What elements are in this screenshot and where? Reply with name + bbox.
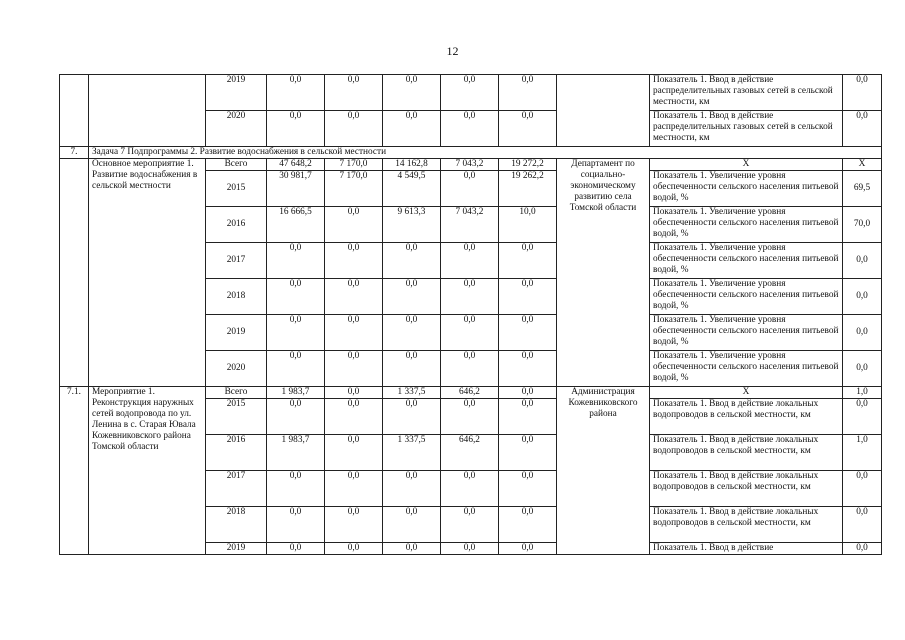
task-row <box>60 147 882 159</box>
table-body <box>60 75 882 555</box>
funding-cell: 0,0 <box>325 315 383 351</box>
funding-cell: 0,0 <box>267 279 325 315</box>
funding-cell: 10,0 <box>499 207 557 243</box>
funding-cell: 0,0 <box>499 435 557 471</box>
funding-cell: 9 613,3 <box>383 207 441 243</box>
funding-cell: 0,0 <box>499 279 557 315</box>
year-cell: 2017 <box>206 471 267 507</box>
funding-cell: 19 262,2 <box>499 171 557 207</box>
executor-cell: Департамент по социально-экономическому развитию села Томской области <box>557 159 650 387</box>
funding-cell: 0,0 <box>499 75 557 111</box>
funding-cell: 0,0 <box>383 279 441 315</box>
funding-cell: 0,0 <box>499 507 557 543</box>
funding-cell: 0,0 <box>441 315 499 351</box>
funding-cell: 1 983,7 <box>267 387 325 399</box>
year-cell: 2018 <box>206 279 267 315</box>
year-cell: 2020 <box>206 111 267 147</box>
funding-cell: 646,2 <box>441 435 499 471</box>
funding-cell: 0,0 <box>383 315 441 351</box>
funding-cell: 1 337,5 <box>383 387 441 399</box>
indicator-value-cell: 0,0 <box>843 111 882 147</box>
funding-cell: 0,0 <box>383 471 441 507</box>
indicator-value-cell: 70,0 <box>843 207 882 243</box>
funding-cell: 0,0 <box>325 75 383 111</box>
funding-cell: 0,0 <box>441 543 499 555</box>
funding-cell: 0,0 <box>441 111 499 147</box>
executor-cell <box>557 75 650 147</box>
indicator-cell: Показатель 1. Увеличение уровня обеспеченности сельского населения питьевой водой, % <box>650 315 843 351</box>
funding-cell: 0,0 <box>267 111 325 147</box>
indicator-cell: Показатель 1. Увеличение уровня обеспеченности сельского населения питьевой водой, % <box>650 243 843 279</box>
funding-cell: 0,0 <box>267 75 325 111</box>
funding-cell: 0,0 <box>325 351 383 387</box>
funding-cell: 47 648,2 <box>267 159 325 171</box>
num-cell <box>60 159 89 387</box>
funding-cell: 0,0 <box>267 315 325 351</box>
indicator-value-cell: 1,0 <box>843 387 882 399</box>
funding-cell: 0,0 <box>383 243 441 279</box>
year-cell: 2017 <box>206 243 267 279</box>
funding-cell: 0,0 <box>441 351 499 387</box>
funding-cell: 0,0 <box>383 399 441 435</box>
funding-cell: 7 043,2 <box>441 159 499 171</box>
indicator-value-cell: 0,0 <box>843 507 882 543</box>
funding-cell: 0,0 <box>499 351 557 387</box>
indicator-value-cell: 0,0 <box>843 75 882 111</box>
funding-cell: 0,0 <box>267 543 325 555</box>
indicator-cell: X <box>650 387 843 399</box>
funding-cell: 0,0 <box>499 243 557 279</box>
indicator-cell: Показатель 1. Ввод в действие локальных водопроводов в сельской местности, км <box>650 399 843 435</box>
indicator-cell: Показатель 1. Ввод в действие локальных водопроводов в сельской местности, км <box>650 471 843 507</box>
event-name: Мероприятие 1. Реконструкция наружных сетей водопровода по ул. Ленина в с. Старая Ювала Кожевниковского района Томской области <box>89 387 206 555</box>
indicator-cell: Показатель 1. Ввод в действие локальных водопроводов в сельской местности, км <box>650 507 843 543</box>
funding-cell: 7 170,0 <box>325 159 383 171</box>
indicator-value-cell: 1,0 <box>843 435 882 471</box>
indicator-value-cell: X <box>843 159 882 171</box>
indicator-value-cell: 69,5 <box>843 171 882 207</box>
indicator-value-cell: 0,0 <box>843 399 882 435</box>
event-cell <box>89 75 206 147</box>
funding-cell: 0,0 <box>325 207 383 243</box>
funding-cell: 0,0 <box>499 471 557 507</box>
year-cell: 2019 <box>206 543 267 555</box>
funding-cell: 0,0 <box>325 543 383 555</box>
funding-cell: 7 043,2 <box>441 207 499 243</box>
year-cell: 2018 <box>206 507 267 543</box>
funding-cell: 0,0 <box>267 471 325 507</box>
program-table <box>59 74 882 555</box>
indicator-cell: Показатель 1. Увеличение уровня обеспеченности сельского населения питьевой водой, % <box>650 279 843 315</box>
task-num: 7. <box>60 147 89 159</box>
indicator-cell: Показатель 1. Увеличение уровня обеспеченности сельского населения питьевой водой, % <box>650 171 843 207</box>
year-cell: 2020 <box>206 351 267 387</box>
funding-cell: 0,0 <box>383 543 441 555</box>
funding-cell: 0,0 <box>499 399 557 435</box>
funding-cell: 0,0 <box>383 75 441 111</box>
funding-cell: 0,0 <box>441 471 499 507</box>
year-cell: 2016 <box>206 207 267 243</box>
indicator-cell: Показатель 1. Увеличение уровня обеспеченности сельского населения питьевой водой, % <box>650 351 843 387</box>
funding-cell: 4 549,5 <box>383 171 441 207</box>
table-row <box>60 75 882 111</box>
funding-cell: 0,0 <box>267 507 325 543</box>
table-row <box>60 387 882 399</box>
funding-cell: 0,0 <box>325 471 383 507</box>
funding-cell: 0,0 <box>267 243 325 279</box>
funding-cell: 14 162,8 <box>383 159 441 171</box>
indicator-cell: Показатель 1. Ввод в действие <box>650 543 843 555</box>
funding-cell: 0,0 <box>441 399 499 435</box>
funding-cell: 0,0 <box>383 351 441 387</box>
funding-cell: 0,0 <box>383 111 441 147</box>
indicator-cell: Показатель 1. Ввод в действие локальных водопроводов в сельской местности, км <box>650 435 843 471</box>
indicator-cell: Показатель 1. Ввод в действие распределительных газовых сетей в сельской местности, км <box>650 111 843 147</box>
event-name: Основное мероприятие 1. Развитие водоснабжения в сельской местности <box>89 159 206 387</box>
total-label: Всего <box>206 159 267 171</box>
task-title: Задача 7 Подпрограммы 2. Развитие водоснабжения в сельской местности <box>89 147 882 159</box>
indicator-value-cell: 0,0 <box>843 543 882 555</box>
executor-cell: Администрация Кожевниковского района <box>557 387 650 555</box>
indicator-value-cell: 0,0 <box>843 279 882 315</box>
funding-cell: 0,0 <box>499 111 557 147</box>
num-cell: 7.1. <box>60 387 89 555</box>
funding-cell: 0,0 <box>325 243 383 279</box>
indicator-cell: Показатель 1. Ввод в действие распределительных газовых сетей в сельской местности, км <box>650 75 843 111</box>
funding-cell: 0,0 <box>441 171 499 207</box>
indicator-value-cell: 0,0 <box>843 243 882 279</box>
funding-cell: 0,0 <box>499 315 557 351</box>
funding-cell: 30 981,7 <box>267 171 325 207</box>
funding-cell: 646,2 <box>441 387 499 399</box>
funding-cell: 0,0 <box>441 507 499 543</box>
funding-cell: 0,0 <box>325 435 383 471</box>
page-number: 12 <box>446 44 459 58</box>
funding-cell: 0,0 <box>499 543 557 555</box>
indicator-cell: X <box>650 159 843 171</box>
indicator-value-cell: 0,0 <box>843 471 882 507</box>
funding-cell: 0,0 <box>325 507 383 543</box>
funding-cell: 0,0 <box>267 351 325 387</box>
table-row <box>60 159 882 171</box>
funding-cell: 0,0 <box>325 387 383 399</box>
funding-cell: 0,0 <box>267 399 325 435</box>
funding-cell: 0,0 <box>325 111 383 147</box>
funding-cell: 0,0 <box>441 243 499 279</box>
indicator-value-cell: 0,0 <box>843 351 882 387</box>
funding-cell: 0,0 <box>441 75 499 111</box>
funding-cell: 1 337,5 <box>383 435 441 471</box>
indicator-value-cell: 0,0 <box>843 315 882 351</box>
indicator-cell: Показатель 1. Увеличение уровня обеспеченности сельского населения питьевой водой, % <box>650 207 843 243</box>
funding-cell: 1 983,7 <box>267 435 325 471</box>
year-cell: 2015 <box>206 399 267 435</box>
year-cell: 2016 <box>206 435 267 471</box>
funding-cell: 0,0 <box>383 507 441 543</box>
funding-cell: 0,0 <box>325 399 383 435</box>
total-label: Всего <box>206 387 267 399</box>
year-cell: 2019 <box>206 75 267 111</box>
year-cell: 2015 <box>206 171 267 207</box>
year-cell: 2019 <box>206 315 267 351</box>
funding-cell: 19 272,2 <box>499 159 557 171</box>
funding-cell: 0,0 <box>441 279 499 315</box>
num-cell <box>60 75 89 147</box>
funding-cell: 0,0 <box>325 279 383 315</box>
funding-cell: 0,0 <box>499 387 557 399</box>
funding-cell: 7 170,0 <box>325 171 383 207</box>
funding-cell: 16 666,5 <box>267 207 325 243</box>
